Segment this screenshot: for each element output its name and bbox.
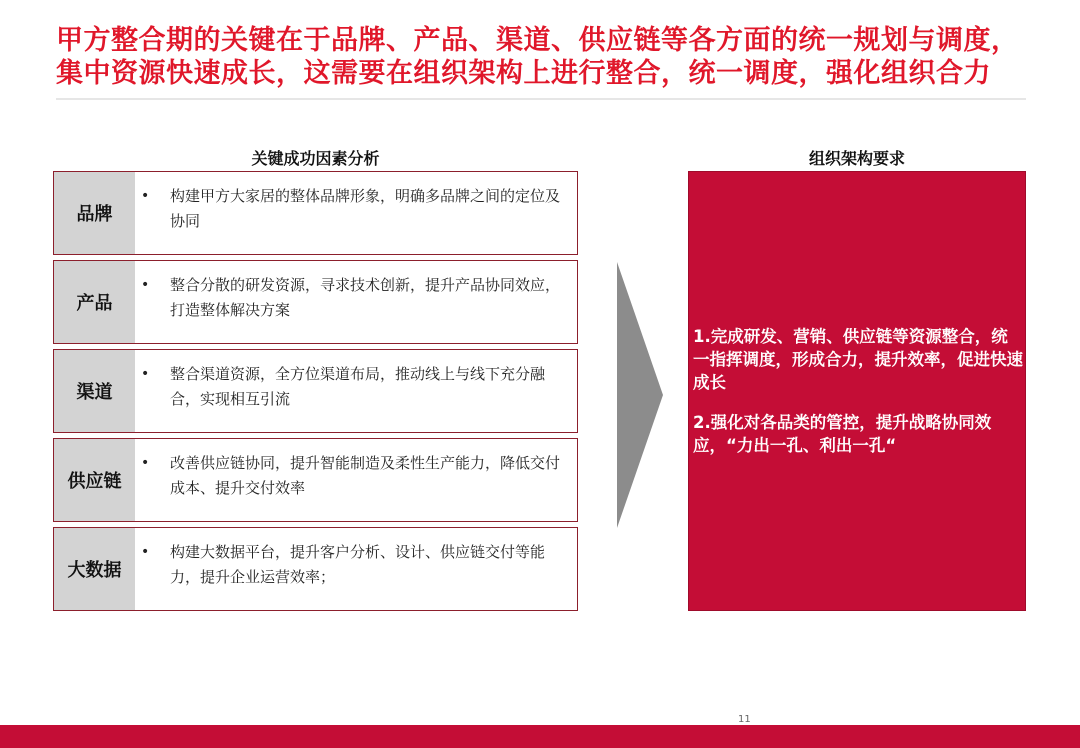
factor-description xyxy=(135,528,577,610)
factor-row-brand xyxy=(53,171,578,255)
left-section-heading: 关键成功因素分析 xyxy=(251,149,380,168)
factor-label: 品牌 xyxy=(54,172,135,254)
factor-row-channel xyxy=(53,349,578,433)
factor-text: 构建大数据平台，提升客户分析、设计、供应链交付等能力，提升企业运营效率； xyxy=(170,543,546,586)
page-title xyxy=(56,24,1056,90)
right-section-heading: 组织架构要求 xyxy=(808,149,905,168)
factor-label: 产品 xyxy=(54,261,135,343)
org-requirements-box xyxy=(688,171,1026,611)
factor-description xyxy=(135,261,577,343)
factor-text: 改善供应链协同，提升智能制造及柔性生产能力，降低交付成本、提升交付效率 xyxy=(170,454,561,497)
factor-text: 构建甲方大家居的整体品牌形象，明确多品牌之间的定位及协同 xyxy=(170,187,561,230)
factor-row-supply-chain xyxy=(53,438,578,522)
factor-label: 大数据 xyxy=(54,528,135,610)
bullet-icon: • xyxy=(141,188,150,204)
factor-row-product xyxy=(53,260,578,344)
requirement-item-1: 1.完成研发、营销、供应链等资源整合，统一指挥调度，形成合力，提升效率，促进快速成长 xyxy=(693,327,1023,392)
requirement-item-2: 2.强化对各品类的管控，提升战略协同效应，“力出一孔、利出一孔“ xyxy=(693,413,992,455)
factor-text: 整合渠道资源，全方位渠道布局，推动线上与线下充分融合，实现相互引流 xyxy=(170,365,546,408)
chevron-right-icon xyxy=(617,262,663,528)
title-line-1: 甲方整合期的关键在于品牌、产品、渠道、供应链等各方面的统一规划与调度， xyxy=(56,25,1019,56)
title-line-2: 集中资源快速成长，这需要在组织架构上进行整合，统一调度，强化组织合力 xyxy=(56,58,991,89)
bullet-icon: • xyxy=(141,366,150,382)
page-number: 11 xyxy=(738,714,751,725)
arrow-shape xyxy=(617,262,663,528)
bullet-icon: • xyxy=(141,277,150,293)
factor-description xyxy=(135,350,577,432)
factor-text: 整合分散的研发资源，寻求技术创新，提升产品协同效应，打造整体解决方案 xyxy=(170,276,561,319)
factor-description xyxy=(135,172,577,254)
title-divider xyxy=(56,98,1026,100)
bullet-icon: • xyxy=(141,544,150,560)
factor-label: 供应链 xyxy=(54,439,135,521)
bullet-icon: • xyxy=(141,455,150,471)
factor-description xyxy=(135,439,577,521)
factor-label: 渠道 xyxy=(54,350,135,432)
footer-bar xyxy=(0,725,1080,748)
factor-row-big-data xyxy=(53,527,578,611)
